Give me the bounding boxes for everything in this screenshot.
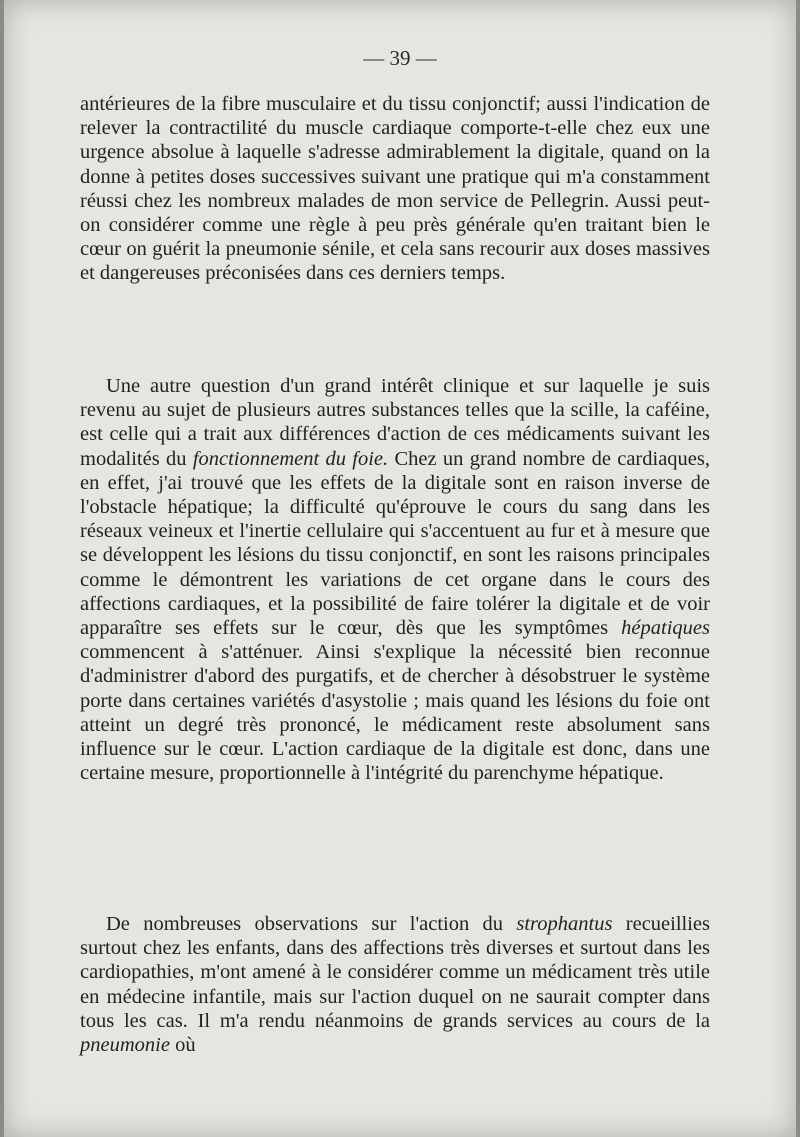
page-number: — 39 — bbox=[363, 46, 437, 70]
paragraph-3-run-1: De nombreuses observations sur l'action du bbox=[106, 913, 517, 935]
paragraph-3-italic-1: strophantus bbox=[516, 913, 613, 935]
paragraph-2 bbox=[80, 374, 710, 785]
paragraph-3-italic-2: pneumonie bbox=[80, 1034, 170, 1057]
paragraph-2-run-1: Une autre question d'un grand intérêt clinique et sur laquelle je suis revenu au sujet de plusieurs autres substances telles que la scille, la caféine, est celle qui a trait aux différences d'action de ces médicaments suivant les modalités du bbox=[80, 375, 710, 470]
paragraph-2-run-3: commencent à s'atténuer. Ainsi s'explique la nécessité bien reconnue d'administrer d'abord des purgatifs, et de chercher à désobstruer le système porte dans certaines variétés d'asystolie ; mais quand les lésions du foie ont atteint un degré très prononcé, le médicament reste absolument sans influence sur le cœur. L'action cardiaque de la digitale est donc, dans une certaine mesure, proportionnelle à l'intégrité du parenchyme hépatique. bbox=[80, 641, 710, 785]
paragraph-2-run-2: Chez un grand nombre de cardiaques, en effet, j'ai trouvé que les effets de la digitale sont en raison inverse de l'obstacle hépatique; la difficulté qu'éprouve le cours du sang dans les réseaux veineux et l'inertie cellulaire qui s'accentuent au fur et à mesure que se développent les lésions du tissu conjonctif, en sont les raisons principales comme le démontrent les variations de cet organe dans le cours des affections cardiaques, et la possibilité de faire tolérer la digitale et de voir apparaître ses effets sur le cœur, dès que les symptômes bbox=[80, 447, 710, 640]
paragraph-3-run-3: où bbox=[169, 1034, 196, 1057]
paragraph-3-run-2: recueillies surtout chez les enfants, dans des affections très diverses et surtout dans les cardiopathies, m'ont amené à le considérer comme un médicament très utile en médecine infantile, mais sur l'action duquel on ne saurait compter dans tous les cas. Il m'a rendu néanmoins de grands services au cours de la bbox=[80, 913, 711, 1032]
paragraph-3 bbox=[80, 912, 710, 1057]
book-page bbox=[4, 0, 796, 1137]
paragraph-2-italic-1: fonctionnement du foie. bbox=[192, 447, 389, 470]
paragraph-1 bbox=[80, 92, 710, 286]
paragraph-1-text: antérieures de la fibre musculaire et du tissu conjonctif; aussi l'indication de relever la contractilité du muscle cardiaque comporte-t-elle chez eux une urgence absolue à laquelle s'adresse admirablement la digitale, quand on la donne à petites doses successives suivant une pratique qui m'a constamment réussi chez les nombreux malades de mon service de Pellegrin. Aussi peut-on considérer comme une règle à peu près générale qu'en traitant bien le cœur on guérit la pneumonie sénile, et cela sans recourir aux doses massives et dangereuses préconisées dans ces derniers temps. bbox=[80, 93, 710, 285]
paragraph-2-text bbox=[80, 374, 710, 785]
paragraph-3-text bbox=[80, 912, 710, 1057]
paragraph-2-italic-2: hépatiques bbox=[621, 617, 710, 640]
